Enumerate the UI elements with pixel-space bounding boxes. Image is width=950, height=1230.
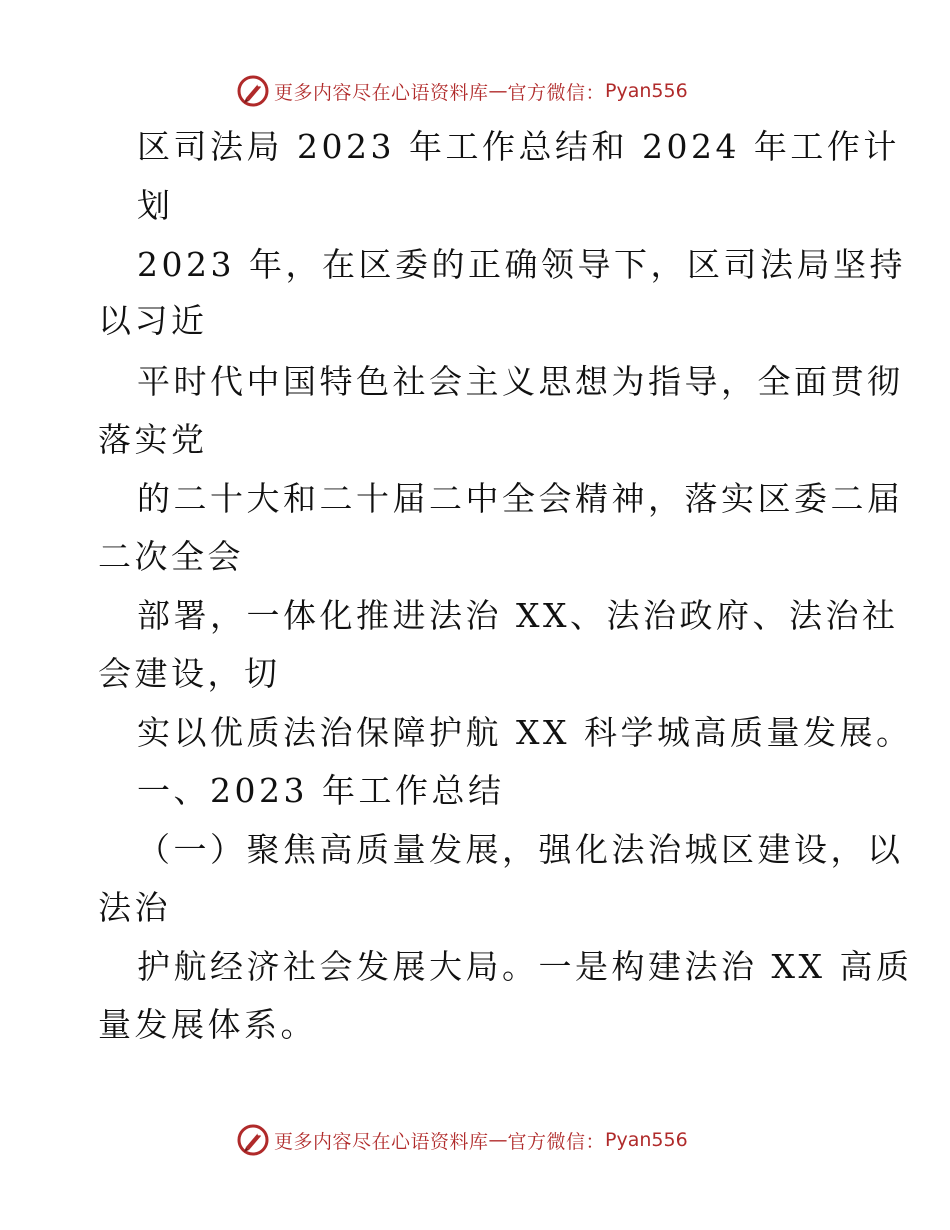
section-heading: 一、2023 年工作总结	[137, 771, 505, 810]
watermark-text: 更多内容尽在心语资料库	[274, 81, 489, 104]
pen-logo-icon	[236, 74, 270, 108]
body-line: 落实党	[98, 420, 208, 459]
body-line: 2023 年，在区委的正确领导下，区司法局坚持	[137, 245, 906, 284]
document-title-line-2: 划	[137, 186, 174, 225]
body-line: 法治	[98, 888, 171, 927]
watermark-separator: —	[488, 80, 508, 102]
watermark-text: 更多内容尽在心语资料库	[274, 1130, 489, 1153]
body-line: 的二十大和二十届二中全会精神，落实区委二届	[137, 479, 904, 518]
body-line: 平时代中国特色社会主义思想为指导，全面贯彻	[137, 362, 904, 401]
watermark-separator: —	[488, 1129, 508, 1151]
pen-logo-icon	[236, 1123, 270, 1157]
body-line: 二次全会	[98, 537, 244, 576]
footer-watermark	[236, 1122, 688, 1158]
body-line: 量发展体系。	[98, 1005, 317, 1044]
body-line: 实以优质法治保障护航 XX 科学城高质量发展。	[137, 713, 913, 752]
body-line: 以习近	[98, 301, 208, 340]
body-line: 部署，一体化推进法治 XX、法治政府、法治社	[137, 596, 899, 635]
document-title-line-1: 区司法局 2023 年工作总结和 2024 年工作计	[137, 127, 900, 166]
watermark-wechat-label: 官方微信：	[507, 1130, 606, 1153]
header-watermark	[236, 73, 688, 109]
watermark-wechat-id: Pyan556	[605, 1129, 688, 1151]
watermark-wechat-label: 官方微信：	[507, 81, 606, 104]
body-line: 会建设，切	[98, 654, 281, 693]
body-line: （一）聚焦高质量发展，强化法治城区建设，以	[137, 830, 904, 869]
watermark-wechat-id: Pyan556	[605, 80, 688, 102]
body-line: 护航经济社会发展大局。一是构建法治 XX 高质	[137, 947, 913, 986]
